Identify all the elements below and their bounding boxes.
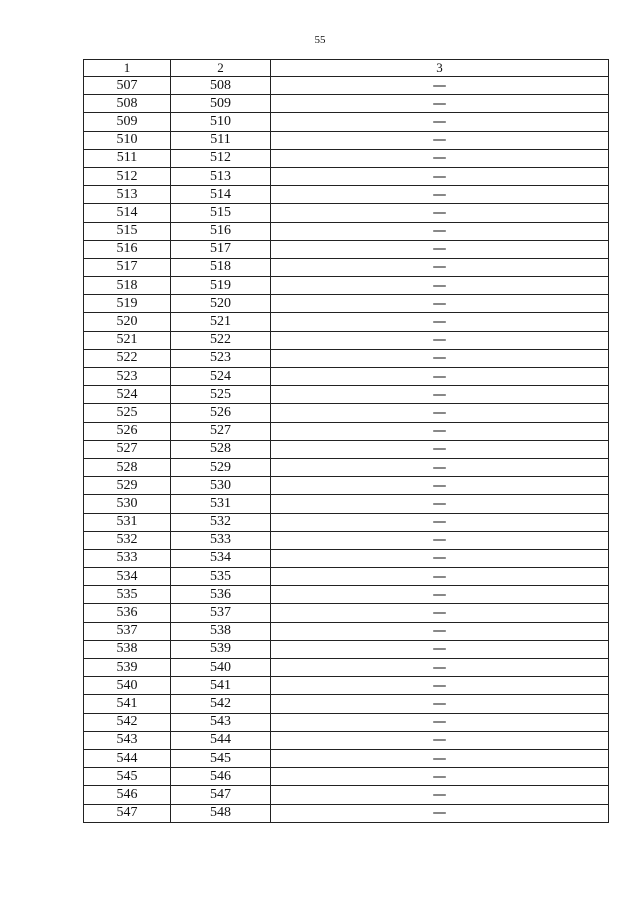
table-row xyxy=(84,95,609,113)
cell-col-2: 545 xyxy=(171,749,271,767)
table-row xyxy=(84,186,609,204)
cell-col-3: — xyxy=(271,586,609,604)
cell-col-1: 521 xyxy=(84,331,171,349)
cell-col-3: — xyxy=(271,713,609,731)
cell-col-2: 512 xyxy=(171,149,271,167)
cell-col-1: 508 xyxy=(84,95,171,113)
table-row xyxy=(84,422,609,440)
cell-col-2: 534 xyxy=(171,549,271,567)
table-row xyxy=(84,659,609,677)
table-row xyxy=(84,586,609,604)
table-row xyxy=(84,477,609,495)
cell-col-2: 544 xyxy=(171,731,271,749)
cell-col-3: — xyxy=(271,131,609,149)
column-header-2: 2 xyxy=(171,60,271,77)
cell-col-1: 523 xyxy=(84,368,171,386)
cell-col-2: 510 xyxy=(171,113,271,131)
table-row xyxy=(84,440,609,458)
cell-col-1: 529 xyxy=(84,477,171,495)
cell-col-2: 533 xyxy=(171,531,271,549)
cell-col-3: — xyxy=(271,331,609,349)
cell-col-2: 523 xyxy=(171,349,271,367)
cell-col-3: — xyxy=(271,240,609,258)
cell-col-3: — xyxy=(271,258,609,276)
table-row xyxy=(84,77,609,95)
page-footer-scan-edge xyxy=(0,893,640,903)
cell-col-2: 514 xyxy=(171,186,271,204)
cell-col-1: 530 xyxy=(84,495,171,513)
cell-col-1: 519 xyxy=(84,295,171,313)
column-header-3: 3 xyxy=(271,60,609,77)
cell-col-1: 533 xyxy=(84,549,171,567)
cell-col-1: 513 xyxy=(84,186,171,204)
cell-col-1: 507 xyxy=(84,77,171,95)
table-row xyxy=(84,149,609,167)
table-row xyxy=(84,622,609,640)
table-row xyxy=(84,386,609,404)
table-header xyxy=(84,60,609,77)
cell-col-2: 542 xyxy=(171,695,271,713)
cell-col-1: 511 xyxy=(84,149,171,167)
cell-col-1: 510 xyxy=(84,131,171,149)
cell-col-1: 539 xyxy=(84,659,171,677)
column-header-1: 1 xyxy=(84,60,171,77)
cell-col-3: — xyxy=(271,622,609,640)
cell-col-3: — xyxy=(271,659,609,677)
table-row xyxy=(84,131,609,149)
table-row xyxy=(84,549,609,567)
table-row xyxy=(84,277,609,295)
cell-col-2: 546 xyxy=(171,768,271,786)
cell-col-3: — xyxy=(271,349,609,367)
cell-col-1: 534 xyxy=(84,568,171,586)
cell-col-1: 516 xyxy=(84,240,171,258)
cell-col-3: — xyxy=(271,477,609,495)
cell-col-3: — xyxy=(271,95,609,113)
cell-col-3: — xyxy=(271,186,609,204)
cell-col-3: — xyxy=(271,386,609,404)
table-row xyxy=(84,368,609,386)
cell-col-3: — xyxy=(271,768,609,786)
cell-col-3: — xyxy=(271,404,609,422)
table-row xyxy=(84,167,609,185)
table-row xyxy=(84,495,609,513)
cell-col-1: 527 xyxy=(84,440,171,458)
table-row xyxy=(84,749,609,767)
table-row xyxy=(84,240,609,258)
cell-col-3: — xyxy=(271,640,609,658)
table-row xyxy=(84,222,609,240)
cell-col-2: 537 xyxy=(171,604,271,622)
table-row xyxy=(84,731,609,749)
cell-col-3: — xyxy=(271,531,609,549)
cell-col-1: 535 xyxy=(84,586,171,604)
cell-col-3: — xyxy=(271,440,609,458)
cell-col-1: 538 xyxy=(84,640,171,658)
cell-col-2: 513 xyxy=(171,167,271,185)
cell-col-2: 543 xyxy=(171,713,271,731)
cell-col-2: 520 xyxy=(171,295,271,313)
cell-col-2: 517 xyxy=(171,240,271,258)
cell-col-2: 526 xyxy=(171,404,271,422)
cell-col-1: 526 xyxy=(84,422,171,440)
cell-col-3: — xyxy=(271,277,609,295)
cell-col-2: 530 xyxy=(171,477,271,495)
table-row xyxy=(84,295,609,313)
cell-col-2: 516 xyxy=(171,222,271,240)
cell-col-3: — xyxy=(271,786,609,804)
table-row xyxy=(84,568,609,586)
cell-col-2: 511 xyxy=(171,131,271,149)
cell-col-2: 508 xyxy=(171,77,271,95)
cell-col-2: 536 xyxy=(171,586,271,604)
cell-col-1: 545 xyxy=(84,768,171,786)
cell-col-1: 524 xyxy=(84,386,171,404)
table-row xyxy=(84,713,609,731)
cell-col-2: 538 xyxy=(171,622,271,640)
cell-col-1: 514 xyxy=(84,204,171,222)
cell-col-1: 536 xyxy=(84,604,171,622)
table-row xyxy=(84,604,609,622)
cell-col-3: — xyxy=(271,695,609,713)
cell-col-1: 525 xyxy=(84,404,171,422)
table-row xyxy=(84,695,609,713)
table-row xyxy=(84,804,609,822)
cell-col-1: 520 xyxy=(84,313,171,331)
table-row xyxy=(84,349,609,367)
cell-col-3: — xyxy=(271,513,609,531)
table-row xyxy=(84,404,609,422)
cell-col-3: — xyxy=(271,149,609,167)
cell-col-3: — xyxy=(271,458,609,476)
cell-col-1: 509 xyxy=(84,113,171,131)
cell-col-2: 548 xyxy=(171,804,271,822)
cell-col-1: 518 xyxy=(84,277,171,295)
cell-col-2: 529 xyxy=(171,458,271,476)
cell-col-1: 531 xyxy=(84,513,171,531)
table-body xyxy=(84,77,609,823)
cell-col-2: 525 xyxy=(171,386,271,404)
table-row xyxy=(84,513,609,531)
cell-col-3: — xyxy=(271,113,609,131)
table-row xyxy=(84,640,609,658)
cell-col-2: 518 xyxy=(171,258,271,276)
cell-col-1: 528 xyxy=(84,458,171,476)
table-row xyxy=(84,113,609,131)
table-row xyxy=(84,677,609,695)
cell-col-1: 515 xyxy=(84,222,171,240)
cell-col-2: 522 xyxy=(171,331,271,349)
table-row xyxy=(84,768,609,786)
cell-col-2: 515 xyxy=(171,204,271,222)
cell-col-2: 531 xyxy=(171,495,271,513)
cell-col-2: 547 xyxy=(171,786,271,804)
cell-col-1: 512 xyxy=(84,167,171,185)
cell-col-3: — xyxy=(271,204,609,222)
table-row xyxy=(84,258,609,276)
cell-col-3: — xyxy=(271,604,609,622)
cell-col-1: 544 xyxy=(84,749,171,767)
cell-col-1: 517 xyxy=(84,258,171,276)
cell-col-1: 540 xyxy=(84,677,171,695)
cell-col-2: 521 xyxy=(171,313,271,331)
cell-col-2: 509 xyxy=(171,95,271,113)
cell-col-1: 542 xyxy=(84,713,171,731)
cell-col-3: — xyxy=(271,749,609,767)
table-row xyxy=(84,331,609,349)
cell-col-2: 535 xyxy=(171,568,271,586)
cell-col-3: — xyxy=(271,495,609,513)
cell-col-1: 522 xyxy=(84,349,171,367)
cell-col-3: — xyxy=(271,549,609,567)
cell-col-3: — xyxy=(271,804,609,822)
cell-col-1: 541 xyxy=(84,695,171,713)
cell-col-2: 540 xyxy=(171,659,271,677)
page-number: 55 xyxy=(314,34,326,46)
cell-col-3: — xyxy=(271,422,609,440)
cell-col-1: 543 xyxy=(84,731,171,749)
table-row xyxy=(84,204,609,222)
cell-col-2: 541 xyxy=(171,677,271,695)
table-row xyxy=(84,313,609,331)
cell-col-3: — xyxy=(271,368,609,386)
table-row xyxy=(84,786,609,804)
table-row xyxy=(84,458,609,476)
cell-col-2: 524 xyxy=(171,368,271,386)
cell-col-2: 519 xyxy=(171,277,271,295)
cell-col-1: 532 xyxy=(84,531,171,549)
cell-col-3: — xyxy=(271,167,609,185)
cell-col-3: — xyxy=(271,568,609,586)
cell-col-2: 527 xyxy=(171,422,271,440)
cell-col-3: — xyxy=(271,222,609,240)
cell-col-3: — xyxy=(271,295,609,313)
header-row xyxy=(84,60,609,77)
cell-col-1: 547 xyxy=(84,804,171,822)
cell-col-1: 546 xyxy=(84,786,171,804)
cell-col-3: — xyxy=(271,77,609,95)
cell-col-2: 539 xyxy=(171,640,271,658)
cell-col-3: — xyxy=(271,313,609,331)
cell-col-2: 528 xyxy=(171,440,271,458)
cell-col-3: — xyxy=(271,731,609,749)
data-table xyxy=(83,59,609,823)
cell-col-2: 532 xyxy=(171,513,271,531)
cell-col-3: — xyxy=(271,677,609,695)
cell-col-1: 537 xyxy=(84,622,171,640)
table-row xyxy=(84,531,609,549)
